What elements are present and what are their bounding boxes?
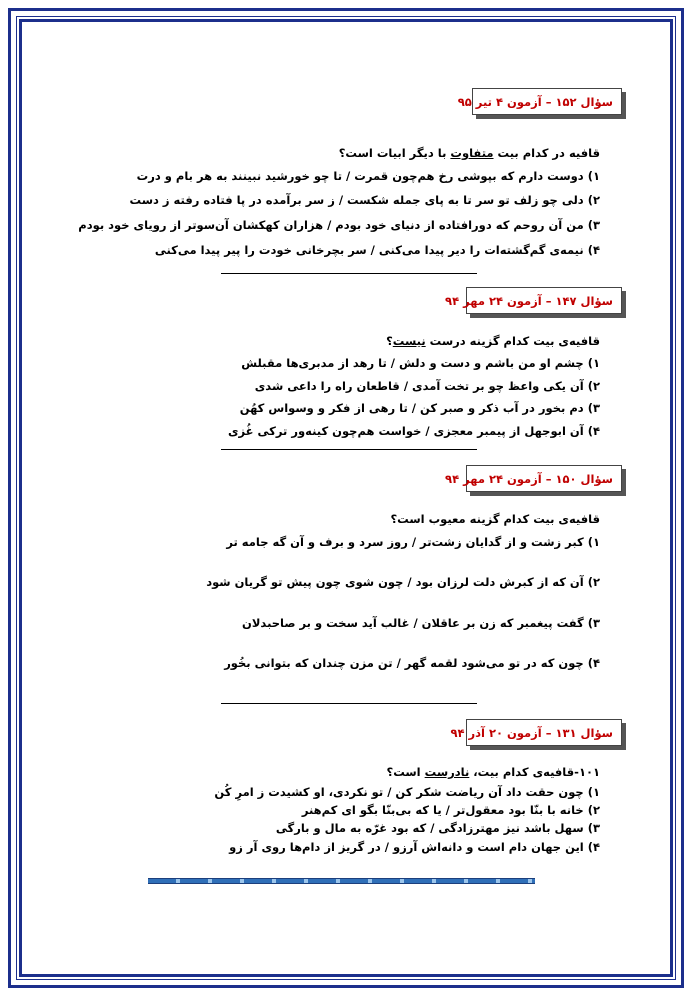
question-text-part: قافیه در کدام بیت — [493, 146, 600, 160]
question-text-part: است؟ — [386, 765, 425, 779]
question-text-part: با دیگر ابیات است؟ — [338, 146, 451, 160]
section-divider — [221, 273, 477, 274]
question-text — [387, 765, 600, 779]
option-2: ۲) آن یکی واعظ چو بر تخت آمدی / قاطعان راه را داعی شدی — [254, 379, 600, 393]
question-text — [391, 512, 601, 526]
question-header: سؤال ۱۳۱ – آزمون ۲۰ آذر ۹۴ — [466, 719, 622, 746]
option-2: ۲) آن که از کبرش دلت لرزان بود / چون شوی چون پیش تو گریان شود — [206, 575, 600, 589]
option-1: ۱) کبر زشت و از گدایان زشت‌تر / روز سرد و برف و آن گه جامه تر — [226, 535, 600, 549]
option-3: ۳) گفت پیغمبر که زن بر عاقلان / غالب آید سخت و بر صاحبدلان — [242, 616, 600, 630]
option-3: ۳) سهل باشد نیز مهترزادگی / که بود غرّه به مال و بارگی — [275, 821, 600, 835]
question-text-part: قافیه‌ی بیت کدام گزینه درست — [425, 334, 600, 348]
option-3: ۳) دم بخور در آب ذکر و صبر کن / تا رهی از فکر و وسواس کهُن — [239, 401, 600, 415]
question-keyword: نیست — [392, 334, 426, 348]
option-1: ۱) چون حقت داد آن ریاضت شکر کن / تو نکردی، او کشیدت ز امرِ کُن — [214, 785, 600, 799]
section-divider — [221, 449, 477, 450]
question-text-part: قافیه‌ی بیت کدام گزینه معیوب است؟ — [390, 512, 600, 526]
option-1: ۱) چشم او من باشم و دست و دلش / تا رهد از مدبری‌ها مقبلش — [241, 356, 600, 370]
option-1: ۱) دوست دارم که بپوشی رخ هم‌چون قمرت / تا چو خورشید نبینند به هر بام و درت — [136, 169, 600, 183]
section-divider — [221, 703, 477, 704]
decorative-bottom-bar — [148, 878, 535, 884]
question-header: سؤال ۱۴۷ – آزمون ۲۴ مهر ۹۴ — [466, 287, 622, 314]
question-text-part: ؟ — [386, 334, 393, 348]
question-text — [339, 146, 600, 160]
question-text — [386, 334, 600, 348]
option-4: ۴) چون که در تو می‌شود لقمه گهر / تن مزن چندان که بتوانی بخُور — [224, 656, 600, 670]
option-2: ۲) دلی چو زلف تو سر تا به پای جمله شکست / ز سر برآمده در پا فتاده رفته ز دست — [129, 193, 600, 207]
question-text-part: ۱۰۱-قافیه‌ی کدام بیت، — [469, 765, 600, 779]
option-4: ۴) نیمه‌ی گم‌گشته‌ات را دیر پیدا می‌کنی / سر بچرخانی خودت را پیر پیدا می‌کنی — [154, 243, 600, 257]
option-4: ۴) آن ابوجهل از پیمبر معجزی / خواست هم‌چون کینه‌ور ترکی غُزی — [227, 424, 600, 438]
option-4: ۴) این جهان دام است و دانه‌اش آرزو / در گریز از دام‌ها روی آر زو — [229, 840, 600, 854]
question-keyword: نادرست — [424, 765, 470, 779]
question-header: سؤال ۱۵۰ – آزمون ۲۴ مهر ۹۴ — [466, 465, 622, 492]
option-2: ۲) خانه با بنّا بود معقول‌تر / یا که بی‌بنّا بگو ای کم‌هنر — [301, 803, 600, 817]
question-keyword: متفاوت — [450, 146, 494, 160]
option-3: ۳) من آن روحم که دورافتاده از دنیای خود بودم / هزاران کهکشان آن‌سوتر از رویای خود بودم — [78, 218, 600, 232]
question-header: سؤال ۱۵۲ – آزمون ۴ تیر ۹۵ — [472, 88, 622, 115]
